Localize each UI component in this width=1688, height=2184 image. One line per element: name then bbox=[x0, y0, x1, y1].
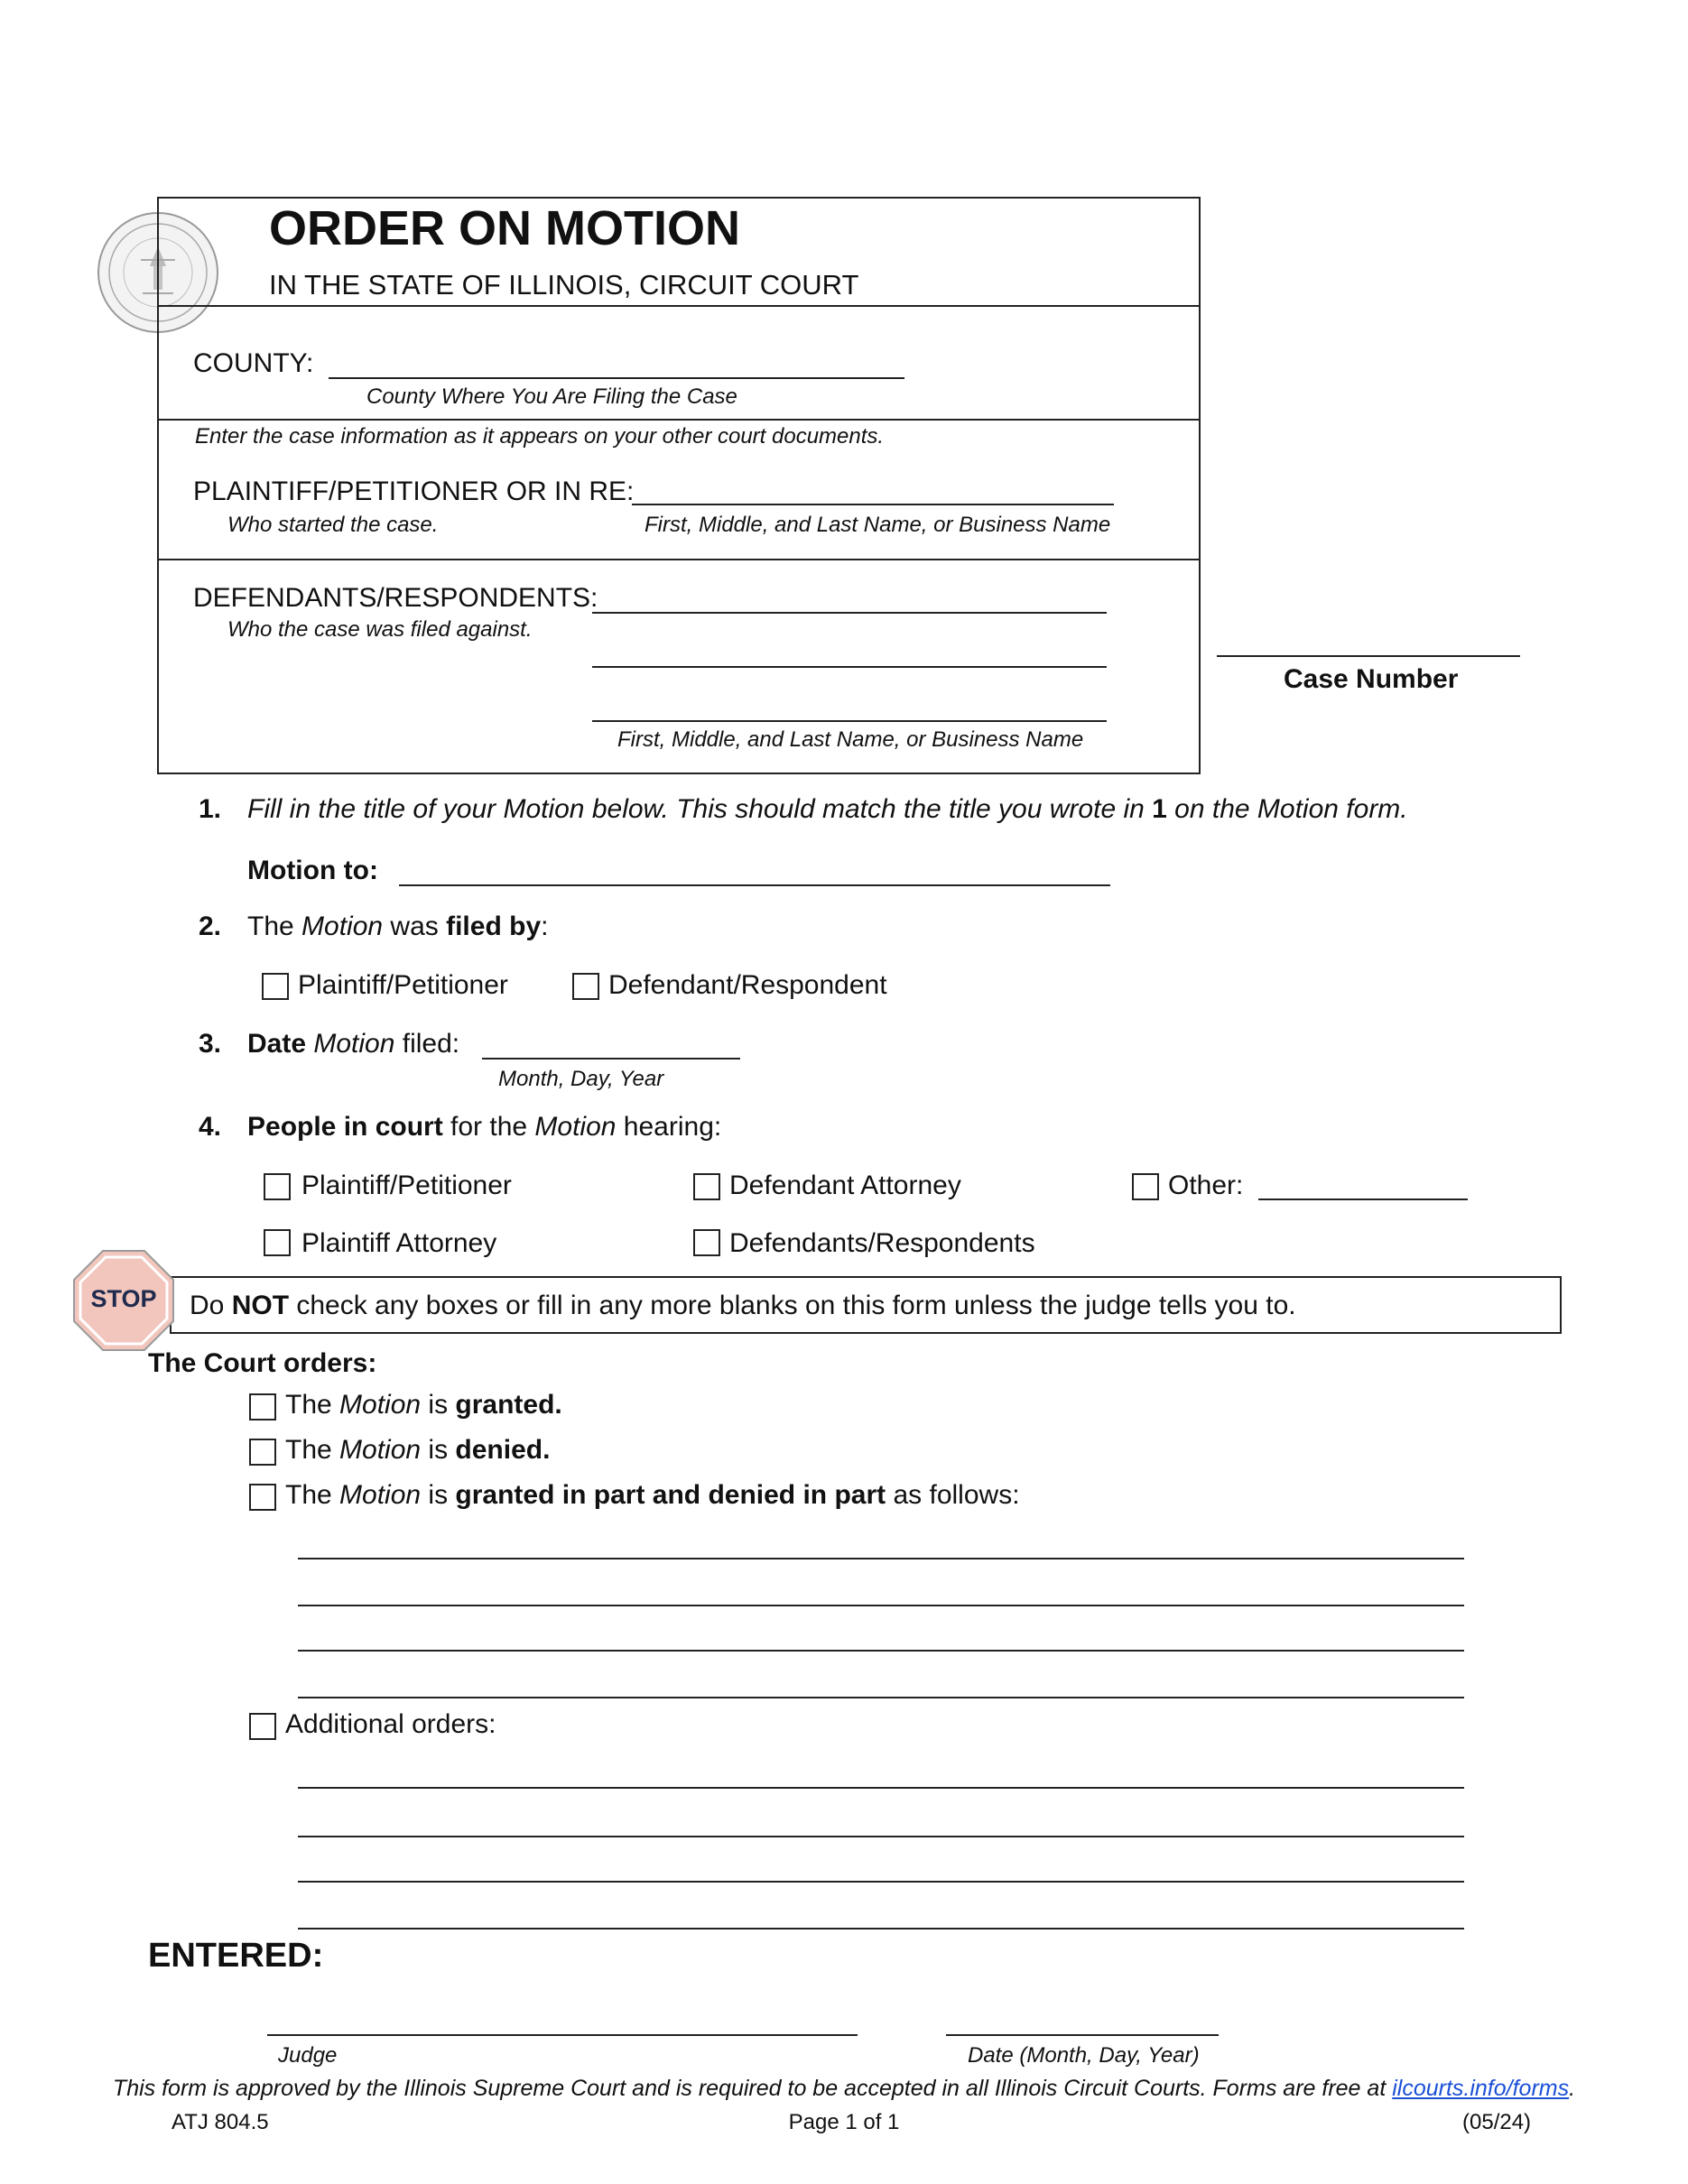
q2-text-it: Motion bbox=[301, 912, 384, 941]
q3-text bbox=[247, 1029, 459, 1060]
filed-by-defendant-checkbox[interactable] bbox=[572, 973, 599, 1000]
q4-text bbox=[247, 1112, 721, 1143]
partial-details-line-3[interactable] bbox=[298, 1650, 1464, 1652]
order-denied-motion: Motion bbox=[339, 1435, 422, 1465]
approval-notice bbox=[0, 2076, 1688, 2102]
county-input[interactable] bbox=[329, 377, 904, 379]
filed-by-plaintiff-label: Plaintiff/Petitioner bbox=[298, 970, 508, 1000]
motion-to-label: Motion to: bbox=[247, 856, 378, 885]
judge-signature-line[interactable] bbox=[267, 2034, 858, 2036]
page-title: ORDER ON MOTION bbox=[269, 201, 740, 255]
q3-text-it: Motion bbox=[306, 1029, 395, 1059]
order-denied-label bbox=[285, 1435, 550, 1466]
in-court-defendant-attorney-label: Defendant Attorney bbox=[729, 1171, 961, 1200]
form-version: (05/24) bbox=[1462, 2110, 1532, 2134]
additional-orders-checkbox[interactable] bbox=[249, 1713, 276, 1740]
stop-sign-icon bbox=[72, 1249, 175, 1352]
divider bbox=[157, 305, 1201, 307]
additional-orders-line-3[interactable] bbox=[298, 1881, 1464, 1883]
divider bbox=[157, 419, 1201, 421]
q1-text bbox=[247, 794, 1408, 825]
order-granted-label bbox=[285, 1390, 562, 1421]
plaintiff-hint: First, Middle, and Last Name, or Business Name bbox=[645, 513, 1111, 537]
additional-orders-line-1[interactable] bbox=[298, 1787, 1464, 1789]
q1-text-b: on the Motion form. bbox=[1166, 794, 1408, 824]
judge-label: Judge bbox=[278, 2043, 338, 2068]
q2-text-bold: filed by bbox=[446, 912, 542, 941]
stop-sign-text: STOP bbox=[90, 1285, 157, 1312]
defendants-label: DEFENDANTS/RESPONDENTS: bbox=[193, 583, 598, 613]
divider bbox=[157, 559, 1201, 560]
defendant-name-input-1[interactable] bbox=[592, 612, 1107, 614]
order-partial-motion: Motion bbox=[339, 1480, 422, 1510]
order-denied-is: is bbox=[421, 1435, 456, 1465]
q4-text-it: Motion bbox=[534, 1112, 617, 1142]
court-orders-heading: The Court orders: bbox=[148, 1348, 377, 1378]
additional-orders-label: Additional orders: bbox=[285, 1709, 496, 1739]
filed-by-plaintiff-checkbox[interactable] bbox=[262, 973, 289, 1000]
page-number: Page 1 of 1 bbox=[788, 2110, 900, 2134]
case-number-input[interactable] bbox=[1217, 655, 1520, 657]
order-partial-as-follows: as follows: bbox=[886, 1480, 1020, 1510]
in-court-plaintiff-checkbox[interactable] bbox=[264, 1173, 291, 1200]
q3-number: 3. bbox=[199, 1029, 222, 1059]
seal-text: SEAL OF THE SUPREME COURT STATE OF ILLINOIS bbox=[0, 0, 23, 1]
q1-number: 1. bbox=[199, 794, 222, 824]
approval-notice-period: . bbox=[1569, 2076, 1576, 2101]
q1-text-bold: 1 bbox=[1152, 794, 1167, 824]
order-granted-the: The bbox=[285, 1390, 340, 1420]
date-filed-hint: Month, Day, Year bbox=[498, 1067, 664, 1091]
filed-by-defendant-label: Defendant/Respondent bbox=[608, 970, 887, 1000]
q2-number: 2. bbox=[199, 912, 222, 941]
entered-label: ENTERED: bbox=[148, 1937, 324, 1975]
stop-text bbox=[190, 1291, 1296, 1321]
in-court-other-input[interactable] bbox=[1258, 1198, 1468, 1200]
plaintiff-label: PLAINTIFF/PETITIONER OR IN RE: bbox=[193, 477, 635, 506]
q4-text-a: for the bbox=[442, 1112, 535, 1142]
q1-text-a: Fill in the title of your Motion below. This should match the title you wrote in bbox=[247, 794, 1153, 824]
defendant-name-input-2[interactable] bbox=[592, 666, 1107, 668]
partial-details-line-4[interactable] bbox=[298, 1697, 1464, 1698]
in-court-other-label: Other: bbox=[1168, 1171, 1244, 1200]
q3-text-bold: Date bbox=[247, 1029, 307, 1059]
order-granted-bold: granted. bbox=[455, 1390, 562, 1420]
q3-text-b: filed: bbox=[394, 1029, 460, 1059]
q4-text-bold: People in court bbox=[247, 1112, 443, 1142]
plaintiff-sub: Who started the case. bbox=[227, 513, 439, 537]
county-label: COUNTY: bbox=[193, 348, 314, 378]
order-granted-is: is bbox=[421, 1390, 456, 1420]
in-court-defendants-label: Defendants/Respondents bbox=[729, 1228, 1035, 1258]
q2-text-c: : bbox=[541, 912, 549, 941]
in-court-plaintiff-attorney-checkbox[interactable] bbox=[264, 1229, 291, 1256]
stop-text-bold: NOT bbox=[231, 1291, 290, 1320]
entered-date-label: Date (Month, Day, Year) bbox=[968, 2043, 1200, 2068]
order-denied-bold: denied. bbox=[455, 1435, 551, 1465]
order-denied-checkbox[interactable] bbox=[249, 1439, 276, 1466]
order-partial-the: The bbox=[285, 1480, 340, 1510]
order-denied-the: The bbox=[285, 1435, 340, 1465]
order-partial-is: is bbox=[421, 1480, 456, 1510]
forms-link[interactable]: ilcourts.info/forms bbox=[1392, 2076, 1570, 2101]
q4-number: 4. bbox=[199, 1112, 222, 1142]
q2-text-a: The bbox=[247, 912, 302, 941]
stop-text-b: check any boxes or fill in any more blanks on this form unless the judge tells you to. bbox=[289, 1291, 1296, 1320]
in-court-plaintiff-label: Plaintiff/Petitioner bbox=[301, 1171, 512, 1200]
q2-text bbox=[247, 912, 548, 942]
case-info-hint: Enter the case information as it appears on your other court documents. bbox=[195, 424, 885, 449]
partial-details-line-2[interactable] bbox=[298, 1605, 1464, 1606]
in-court-plaintiff-attorney-label: Plaintiff Attorney bbox=[301, 1228, 497, 1258]
entered-date-line[interactable] bbox=[946, 2034, 1219, 2036]
additional-orders-line-2[interactable] bbox=[298, 1836, 1464, 1837]
defendants-hint: First, Middle, and Last Name, or Business Name bbox=[617, 727, 1084, 752]
in-court-other-checkbox[interactable] bbox=[1132, 1173, 1159, 1200]
stop-text-a: Do bbox=[190, 1291, 232, 1320]
plaintiff-name-input[interactable] bbox=[632, 504, 1114, 505]
form-id: ATJ 804.5 bbox=[172, 2110, 269, 2134]
county-hint: County Where You Are Filing the Case bbox=[366, 384, 737, 409]
q4-text-b: hearing: bbox=[616, 1112, 722, 1142]
order-granted-checkbox[interactable] bbox=[249, 1393, 276, 1421]
case-number-label: Case Number bbox=[1284, 664, 1459, 694]
additional-orders-line-4[interactable] bbox=[298, 1928, 1464, 1930]
page-subtitle: IN THE STATE OF ILLINOIS, CIRCUIT COURT bbox=[269, 269, 859, 301]
motion-to-input[interactable] bbox=[399, 884, 1110, 886]
in-court-defendant-attorney-checkbox[interactable] bbox=[693, 1173, 720, 1200]
approval-notice-text: This form is approved by the Illinois Supreme Court and is required to be accepted in all Illinois Circuit Courts. Forms are free at bbox=[112, 2076, 1393, 2101]
defendants-sub: Who the case was filed against. bbox=[227, 617, 533, 642]
order-partial-label bbox=[285, 1480, 1020, 1511]
in-court-defendants-checkbox[interactable] bbox=[693, 1229, 720, 1256]
date-filed-input[interactable] bbox=[482, 1058, 740, 1060]
order-granted-motion: Motion bbox=[339, 1390, 422, 1420]
order-partial-bold: granted in part and denied in part bbox=[455, 1480, 886, 1510]
defendant-name-input-3[interactable] bbox=[592, 720, 1107, 722]
order-partial-checkbox[interactable] bbox=[249, 1484, 276, 1511]
partial-details-line-1[interactable] bbox=[298, 1558, 1464, 1559]
q2-text-b: was bbox=[383, 912, 447, 941]
